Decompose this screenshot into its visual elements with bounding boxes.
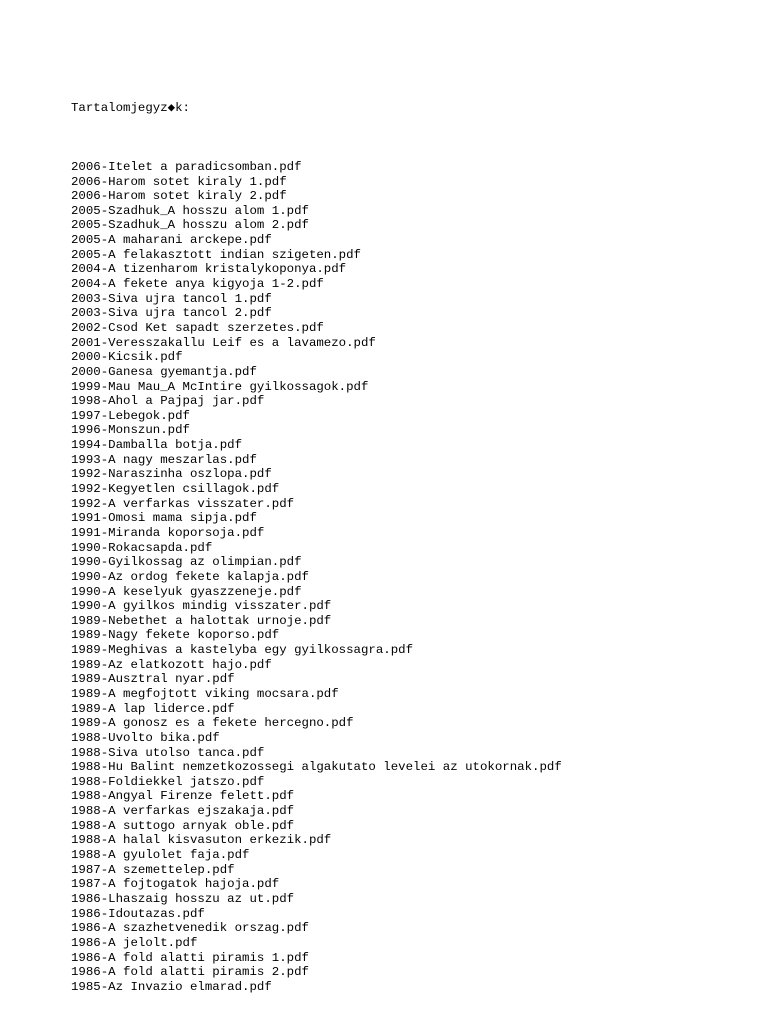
file-list-item: 1988-A gyulolet faja.pdf bbox=[71, 848, 250, 863]
file-list-item: 2005-Szadhuk_A hosszu alom 2.pdf bbox=[71, 218, 309, 233]
file-list-item: 1991-Omosi mama sipja.pdf bbox=[71, 511, 257, 526]
file-list-item: 1996-Monszun.pdf bbox=[71, 423, 190, 438]
file-list-item: 2006-Harom sotet kiraly 1.pdf bbox=[71, 174, 287, 189]
file-list-item: 1986-Idoutazas.pdf bbox=[71, 906, 205, 921]
file-list-item: 1988-Hu Balint nemzetkozossegi algakutato levelei az utokornak.pdf bbox=[71, 760, 562, 775]
file-list-item: 1992-Kegyetlen csillagok.pdf bbox=[71, 482, 280, 497]
file-list-item: 2005-A felakasztott indian szigeten.pdf bbox=[71, 247, 361, 262]
file-list bbox=[71, 160, 562, 995]
file-list-item: 1989-Meghivas a kastelyba egy gyilkossagra.pdf bbox=[71, 643, 414, 658]
file-list-item: 1997-Lebegok.pdf bbox=[71, 408, 190, 423]
file-list-item: 2003-Siva ujra tancol 1.pdf bbox=[71, 291, 272, 306]
file-list-item: 1994-Damballa botja.pdf bbox=[71, 438, 243, 453]
file-list-item: 2006-Harom sotet kiraly 2.pdf bbox=[71, 189, 287, 204]
file-list-item: 1986-A fold alatti piramis 2.pdf bbox=[71, 965, 309, 980]
file-list-item: 1990-Az ordog fekete kalapja.pdf bbox=[71, 569, 309, 584]
file-list-item: 1986-A szazhetvenedik orszag.pdf bbox=[71, 921, 309, 936]
file-list-item: 1988-Foldiekkel jatszo.pdf bbox=[71, 774, 265, 789]
file-list-item: 1989-Az elatkozott hajo.pdf bbox=[71, 657, 272, 672]
file-list-item: 1986-A jelolt.pdf bbox=[71, 935, 198, 950]
file-list-item: 1990-Gyilkossag az olimpian.pdf bbox=[71, 555, 302, 570]
file-list-item: 1988-Angyal Firenze felett.pdf bbox=[71, 789, 295, 804]
file-list-item: 1987-A fojtogatok hajoja.pdf bbox=[71, 877, 280, 892]
file-list-item: 2004-A fekete anya kigyoja 1-2.pdf bbox=[71, 277, 324, 292]
file-list-item: 2002-Csod Ket sapadt szerzetes.pdf bbox=[71, 320, 324, 335]
file-list-item: 1989-A lap liderce.pdf bbox=[71, 701, 235, 716]
file-list-item: 1988-Uvolto bika.pdf bbox=[71, 730, 220, 745]
file-list-item: 1988-Siva utolso tanca.pdf bbox=[71, 745, 265, 760]
document-page bbox=[71, 72, 562, 1009]
file-list-item: 2000-Ganesa gyemantja.pdf bbox=[71, 364, 257, 379]
file-list-item: 2006-Itelet a paradicsomban.pdf bbox=[71, 159, 302, 174]
file-list-item: 2000-Kicsik.pdf bbox=[71, 350, 183, 365]
file-list-item: 2001-Veresszakallu Leif es a lavamezo.pdf bbox=[71, 335, 376, 350]
file-list-item: 2005-A maharani arckepe.pdf bbox=[71, 233, 272, 248]
file-list-item: 2004-A tizenharom kristalykoponya.pdf bbox=[71, 262, 347, 277]
file-list-item: 2003-Siva ujra tancol 2.pdf bbox=[71, 306, 272, 321]
file-list-item: 1988-A suttogo arnyak oble.pdf bbox=[71, 818, 295, 833]
file-list-item: 1989-Nebethet a halottak urnoje.pdf bbox=[71, 613, 332, 628]
file-list-item: 1989-A gonosz es a fekete hercegno.pdf bbox=[71, 716, 354, 731]
file-list-item: 1986-Lhaszaig hosszu az ut.pdf bbox=[71, 891, 295, 906]
file-list-item: 1985-Az Invazio elmarad.pdf bbox=[71, 979, 272, 994]
file-list-item: 1990-A gyilkos mindig visszater.pdf bbox=[71, 599, 332, 614]
file-list-item: 1993-A nagy meszarlas.pdf bbox=[71, 452, 257, 467]
file-list-item: 1992-Naraszinha oszlopa.pdf bbox=[71, 467, 272, 482]
file-list-item: 1990-Rokacsapda.pdf bbox=[71, 540, 213, 555]
file-list-item: 1987-A szemettelep.pdf bbox=[71, 862, 235, 877]
file-list-item: 1998-Ahol a Pajpaj jar.pdf bbox=[71, 394, 265, 409]
file-list-item: 1988-A halal kisvasuton erkezik.pdf bbox=[71, 833, 332, 848]
file-list-item: 1999-Mau Mau_A McIntire gyilkossagok.pdf bbox=[71, 379, 369, 394]
document-heading: Tartalomjegyz◆k: bbox=[71, 101, 190, 116]
file-list-item: 1990-A keselyuk gyaszzeneje.pdf bbox=[71, 584, 302, 599]
file-list-item: 1989-Nagy fekete koporso.pdf bbox=[71, 628, 280, 643]
file-list-item: 1991-Miranda koporsoja.pdf bbox=[71, 525, 265, 540]
file-list-item: 1989-A megfojtott viking mocsara.pdf bbox=[71, 686, 339, 701]
file-list-item: 2005-Szadhuk_A hosszu alom 1.pdf bbox=[71, 203, 309, 218]
file-list-item: 1988-A verfarkas ejszakaja.pdf bbox=[71, 804, 295, 819]
file-list-item: 1986-A fold alatti piramis 1.pdf bbox=[71, 950, 309, 965]
file-list-item: 1989-Ausztral nyar.pdf bbox=[71, 672, 235, 687]
file-list-item: 1992-A verfarkas visszater.pdf bbox=[71, 496, 295, 511]
